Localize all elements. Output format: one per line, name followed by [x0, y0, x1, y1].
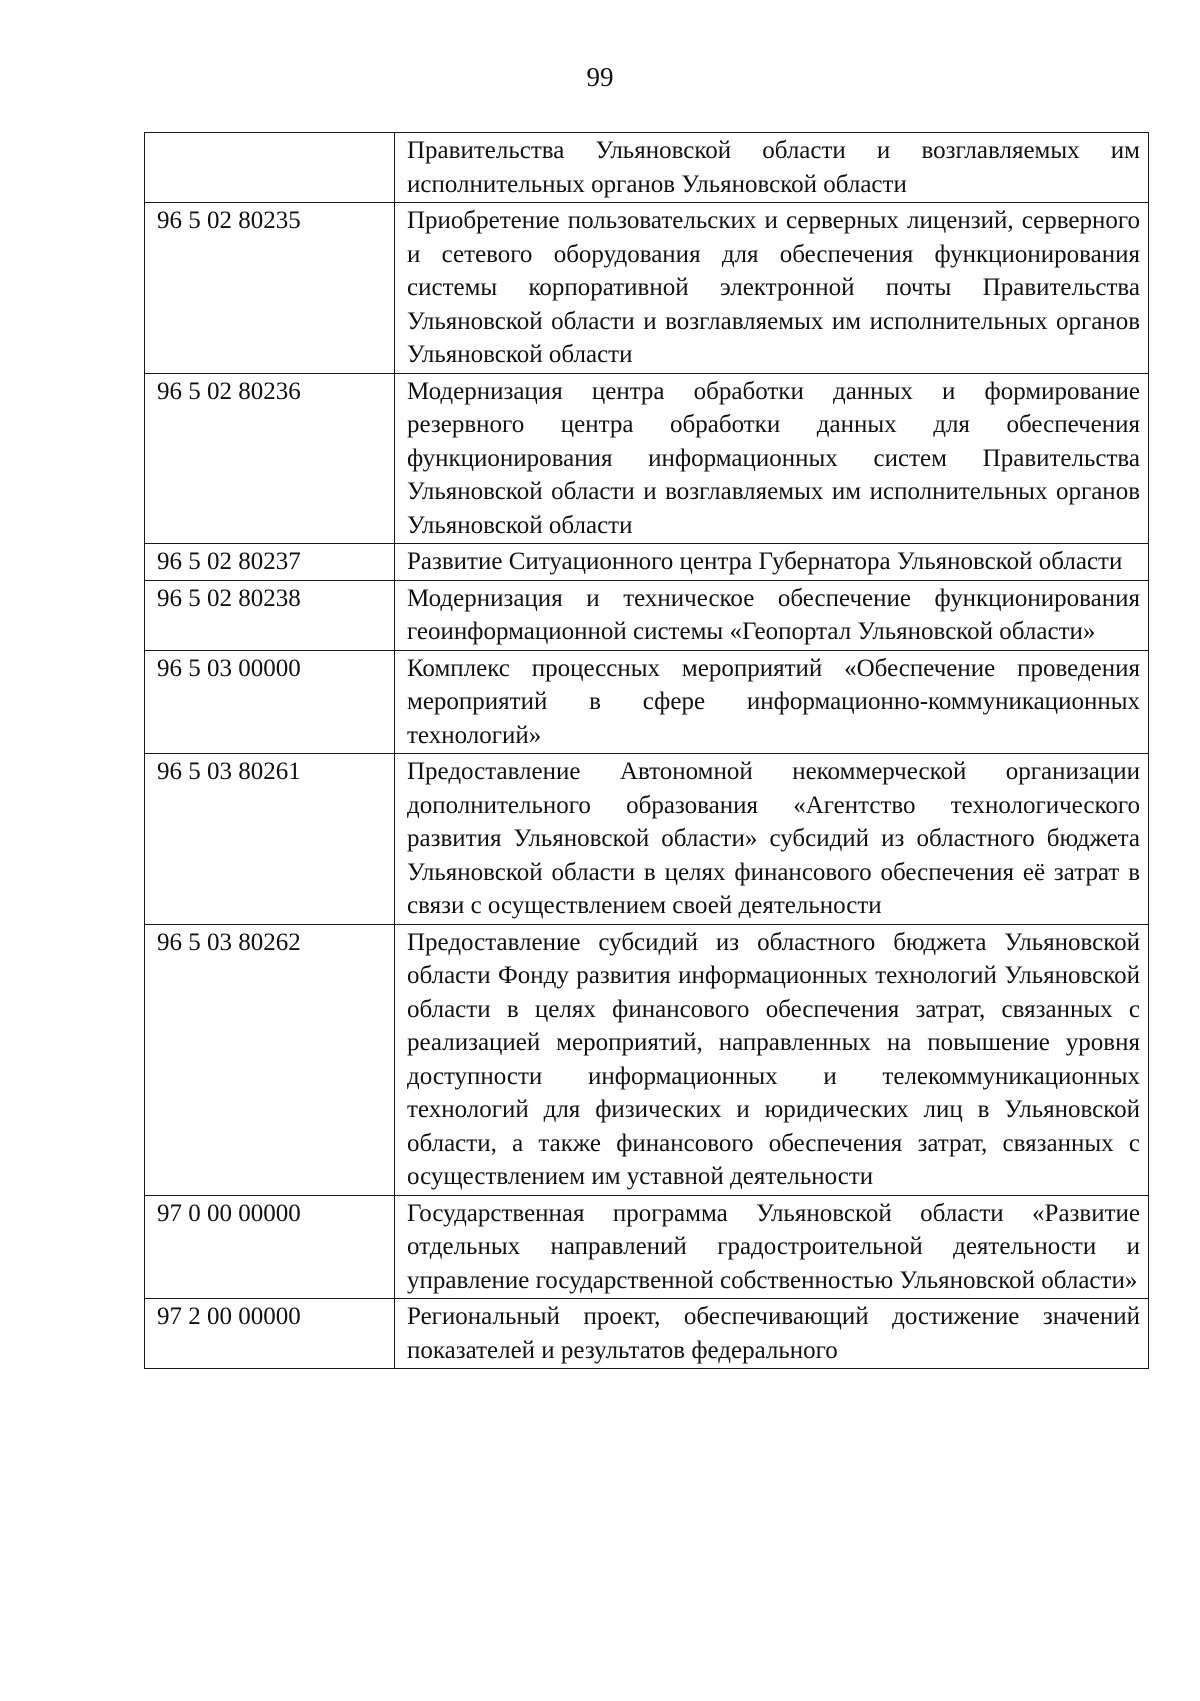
row-description: Предоставление субсидий из областного бюджета Ульяновской области Фонду развития информационных технологий Ульяновской области в целях финансового обеспечения затрат, связанных с реализацией мероприятий, направленных на повышение уровня доступности информационных и телекоммуникационных технологий для физических и юридических лиц в Ульяновской области, а также финансового обеспечения затрат, связанных с осуществлением им уставной деятельности — [395, 924, 1149, 1195]
row-code: 96 5 02 80235 — [145, 203, 395, 374]
table-row — [145, 650, 1149, 754]
row-code: 97 0 00 00000 — [145, 1195, 395, 1299]
row-description: Правительства Ульяновской области и возглавляемых им исполнительных органов Ульяновской области — [395, 133, 1149, 203]
row-code: 96 5 03 80261 — [145, 754, 395, 925]
row-code: 96 5 02 80236 — [145, 373, 395, 544]
table-row — [145, 1299, 1149, 1369]
table-row — [145, 924, 1149, 1195]
row-code: 96 5 02 80237 — [145, 544, 395, 581]
row-description: Государственная программа Ульяновской области «Развитие отдельных направлений градостроительной деятельности и управление государственной собственностью Ульяновской области» — [395, 1195, 1149, 1299]
row-code: 96 5 03 00000 — [145, 650, 395, 754]
row-description: Комплекс процессных мероприятий «Обеспечение проведения мероприятий в сфере информационно-коммуникационных технологий» — [395, 650, 1149, 754]
row-description: Модернизация центра обработки данных и формирование резервного центра обработки данных для обеспечения функционирования информационных систем Правительства Ульяновской области и возглавляемых им исполнительных органов Ульяновской области — [395, 373, 1149, 544]
row-code — [145, 133, 395, 203]
table-row — [145, 544, 1149, 581]
row-description: Модернизация и техническое обеспечение функционирования геоинформационной системы «Геопортал Ульяновской области» — [395, 580, 1149, 650]
row-code: 96 5 02 80238 — [145, 580, 395, 650]
table-row — [145, 1195, 1149, 1299]
row-description: Предоставление Автономной некоммерческой организации дополнительного образования «Агентство технологического развития Ульяновской области» субсидий из областного бюджета Ульяновской области в целях финансового обеспечения её затрат в связи с осуществлением своей деятельности — [395, 754, 1149, 925]
page-number: 99 — [586, 62, 614, 92]
row-description: Приобретение пользовательских и серверных лицензий, серверного и сетевого оборудования для обеспечения функционирования системы корпоративной электронной почты Правительства Ульяновской области и возглавляемых им исполнительных органов Ульяновской области — [395, 203, 1149, 374]
row-description: Развитие Ситуационного центра Губернатора Ульяновской области — [395, 544, 1149, 581]
table-row — [145, 373, 1149, 544]
table-row — [145, 203, 1149, 374]
table-row — [145, 754, 1149, 925]
row-code: 97 2 00 00000 — [145, 1299, 395, 1369]
table-row — [145, 580, 1149, 650]
row-code: 96 5 03 80262 — [145, 924, 395, 1195]
row-description: Региональный проект, обеспечивающий достижение значений показателей и результатов федерального — [395, 1299, 1149, 1369]
table-row — [145, 133, 1149, 203]
budget-code-table — [144, 132, 1149, 1369]
